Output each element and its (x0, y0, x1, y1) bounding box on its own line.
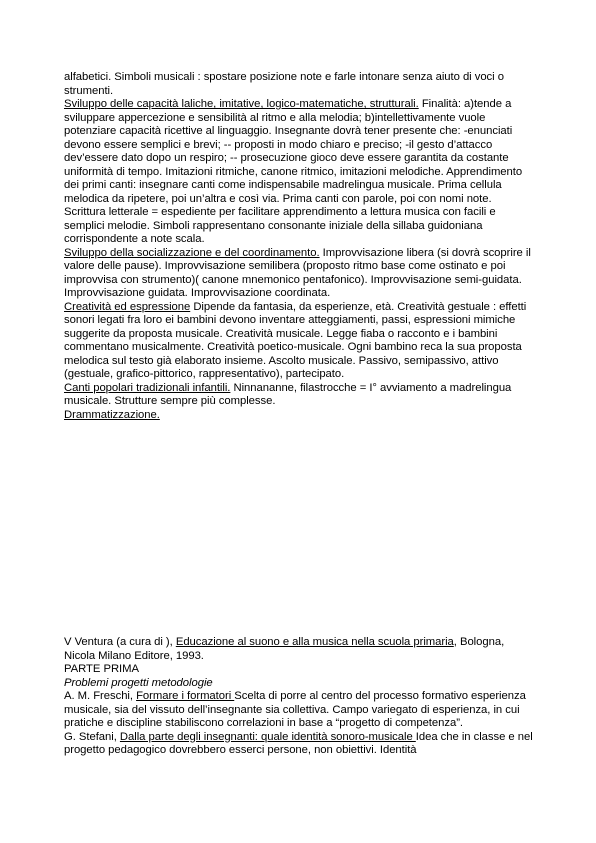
entry-freschi-text: Scelta di porre al centro del processo formativo esperienza musicale, sia del vissuto dell’insegnante sia collettiva. Campo variegato di esperienza, in cui pratiche e discipline stabiliscono correlazioni in base a “progetto di competenza”. (64, 690, 526, 729)
notes-bottom-section (64, 636, 534, 758)
section-laliche (64, 98, 534, 247)
entry-stefani-text: Idea che in classe e nel progetto pedagogico dovrebbero esserci persone, non obiettivi. Identità (64, 730, 533, 756)
section-creativita-text: Dipende da fantasia, da esperienze, età. Creatività gestuale : effetti sonori legati fra loro ei bambini devono inventare atteggiamenti, passi, espressioni mimiche suggerite da proposta musicale. Creatività musicale. Legge fiaba o racconto e i bambini commentano musicalmente. Creatività poetico-musicale. Ogni bambino reca la sua proposta melodica sul testo già elaborato insieme. Ascolto musicale. Passivo, semipassivo, attivo (gestuale, grafico-pittorico, rappresentativo), partecipato. (64, 300, 527, 380)
entry-freschi-author: A. M. Freschi, (64, 690, 137, 702)
notes-top-section (64, 71, 534, 422)
section-drammatizzazione (64, 409, 534, 423)
reference-prefix: V Ventura (a cura di ), (64, 636, 176, 648)
entry-stefani-author: G. Stefani, (64, 730, 120, 743)
entry-freschi (64, 690, 534, 731)
part-heading (64, 663, 534, 677)
section-socializzazione-text: Improvvisazione libera (si dovrà scoprire il valore delle pause). Improvvisazione semilibera (proposto ritmo base come ostinato e poi improvvisa con strumento)( canone mnemonico pentafonico). Improvvisazione semi-guidata. Improvvisazione guidata. Improvvisazione coordinata. (64, 246, 531, 299)
section-canti (64, 382, 534, 409)
reference-paragraph (64, 636, 534, 663)
section-socializzazione (64, 247, 534, 301)
section-canti-text: Ninnananne, filastrocche = I° avviamento a madrelingua musicale. Strutture sempre più complesse. (64, 381, 512, 407)
intro-text: alfabetici. Simboli musicali : spostare posizione note e farle intonare senza aiuto di voci o strumenti. (64, 71, 504, 97)
section-laliche-text: Finalità: a)tende a sviluppare appercezione e sensibilità al ritmo e alla melodia; b)intellettivamente vuole potenziare capacità ricettive al linguaggio. Insegnante dovrà tener presente che: -enunciati devono essere semplici e brevi; -- proposti in modo chiaro e preciso; -il gesto d’attacco dev’essere dato dopo un respiro; -- prosecuzione gioco deve essere garantita da costante uniformità di tempo. Imitazioni ritmiche, canone ritmico, imitazioni melodiche. Apprendimento dei primi canti: insegnare canti come indispensabile madrelingua musicale. Prima cellula melodica da ripetere, poi un’altra e così via. Prima canti con parole, poi con nomi note. Scrittura letterale = espediente per facilitare apprendimento a lettura musica con facili e semplici melodie. Simboli rappresentano consonante iniziale della sillaba guidoniana corrispondente a note scala. (64, 98, 523, 245)
section-creativita-title: Creatività ed espressione (64, 300, 191, 313)
part-subtitle (64, 677, 534, 691)
entry-stefani (64, 731, 534, 758)
section-canti-title: Canti popolari tradizionali infantili. (64, 381, 231, 394)
section-creativita (64, 301, 534, 382)
reference-title: Educazione al suono e alla musica nella scuola primaria (175, 636, 454, 648)
entry-freschi-title: Formare i formatori (136, 690, 235, 702)
entry-stefani-title: Dalla parte degli insegnanti: quale identità sonoro-musicale (119, 730, 416, 743)
section-socializzazione-title: Sviluppo della socializzazione e del coordinamento. (64, 246, 320, 259)
section-drammatizzazione-title: Drammatizzazione. (64, 408, 160, 421)
part-subtitle-text: Problemi progetti metodologie (64, 676, 213, 689)
intro-paragraph (64, 71, 534, 98)
section-laliche-title: Sviluppo delle capacità laliche, imitative, logico-matematiche, strutturali. (64, 98, 419, 110)
reference-suffix: , Bologna, Nicola Milano Editore, 1993. (64, 636, 505, 662)
part-heading-text: PARTE PRIMA (64, 663, 139, 675)
